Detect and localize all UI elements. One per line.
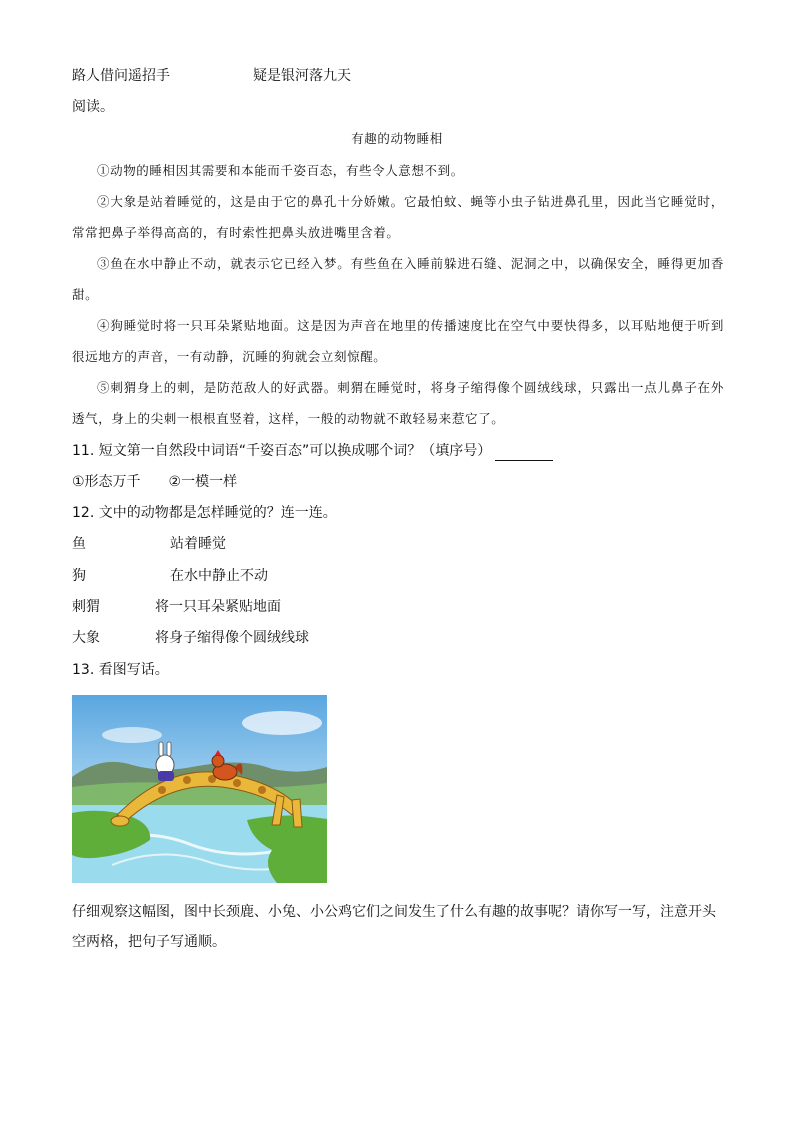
question-11-text: 11. 短文第一自然段中词语“千姿百态”可以换成哪个词？（填序号） <box>72 443 492 459</box>
match-right-item[interactable]: 将一只耳朵紧贴地面 <box>155 599 281 615</box>
question-11 <box>72 441 553 461</box>
match-right-item[interactable]: 将身子缩得像个圆绒线球 <box>155 630 309 646</box>
passage-title: 有趣的动物睡相 <box>351 131 443 146</box>
writing-prompt: 仔细观察这幅图，图中长颈鹿、小兔、小公鸡它们之间发生了什么有趣的故事呢？请你写一写，注意开头空两格，把句子写通顺。 <box>72 904 716 950</box>
giraffe-bridge-picture <box>72 695 327 883</box>
reading-label: 阅读。 <box>72 99 114 115</box>
passage-paragraph: ①动物的睡相因其需要和本能而千姿百态，有些令人意想不到。 <box>97 163 464 178</box>
poem-line-2: 疑是银河落九天 <box>253 68 351 84</box>
poem-line-1: 路人借问遥招手 <box>72 68 170 84</box>
passage-paragraph: ②大象是站着睡觉的，这是由于它的鼻孔十分娇嫩。它最怕蚊、蝇等小虫子钻进鼻孔里，因此当它睡觉时，常常把鼻子举得高高的，有时索性把鼻头放进嘴里含着。 <box>72 194 724 240</box>
giraffe-head <box>111 816 129 826</box>
passage-paragraph: ④狗睡觉时将一只耳朵紧贴地面。这是因为声音在地里的传播速度比在空气中要快得多，以耳贴地便于听到很远地方的声音，一有动静，沉睡的狗就会立刻惊醒。 <box>72 318 724 364</box>
cloud-icon <box>242 711 322 735</box>
answer-blank[interactable] <box>495 446 553 461</box>
match-left-item[interactable]: 刺猬 <box>72 599 100 615</box>
passage-paragraph: ③鱼在水中静止不动，就表示它已经入梦。有些鱼在入睡前躲进石缝、泥洞之中，以确保安全，睡得更加香甜。 <box>72 256 724 302</box>
passage-body <box>72 155 724 434</box>
passage-paragraph: ⑤刺猬身上的刺，是防范敌人的好武器。刺猬在睡觉时，将身子缩得像个圆绒线球，只露出一点儿鼻子在外透气，身上的尖刺一根根直竖着，这样，一般的动物就不敢轻易来惹它了。 <box>72 380 724 426</box>
match-right-item[interactable]: 在水中静止不动 <box>170 568 268 584</box>
match-right-item[interactable]: 站着睡觉 <box>170 536 226 552</box>
cloud-icon <box>102 727 162 743</box>
match-left-item[interactable]: 大象 <box>72 630 100 646</box>
story-illustration <box>72 695 327 883</box>
question-11-options: ①形态万千 ②一模一样 <box>72 474 238 490</box>
question-12: 12. 文中的动物都是怎样睡觉的？连一连。 <box>72 505 337 521</box>
question-13: 13. 看图写话。 <box>72 662 169 678</box>
match-left-item[interactable]: 鱼 <box>72 536 86 552</box>
match-left-item[interactable]: 狗 <box>72 568 86 584</box>
